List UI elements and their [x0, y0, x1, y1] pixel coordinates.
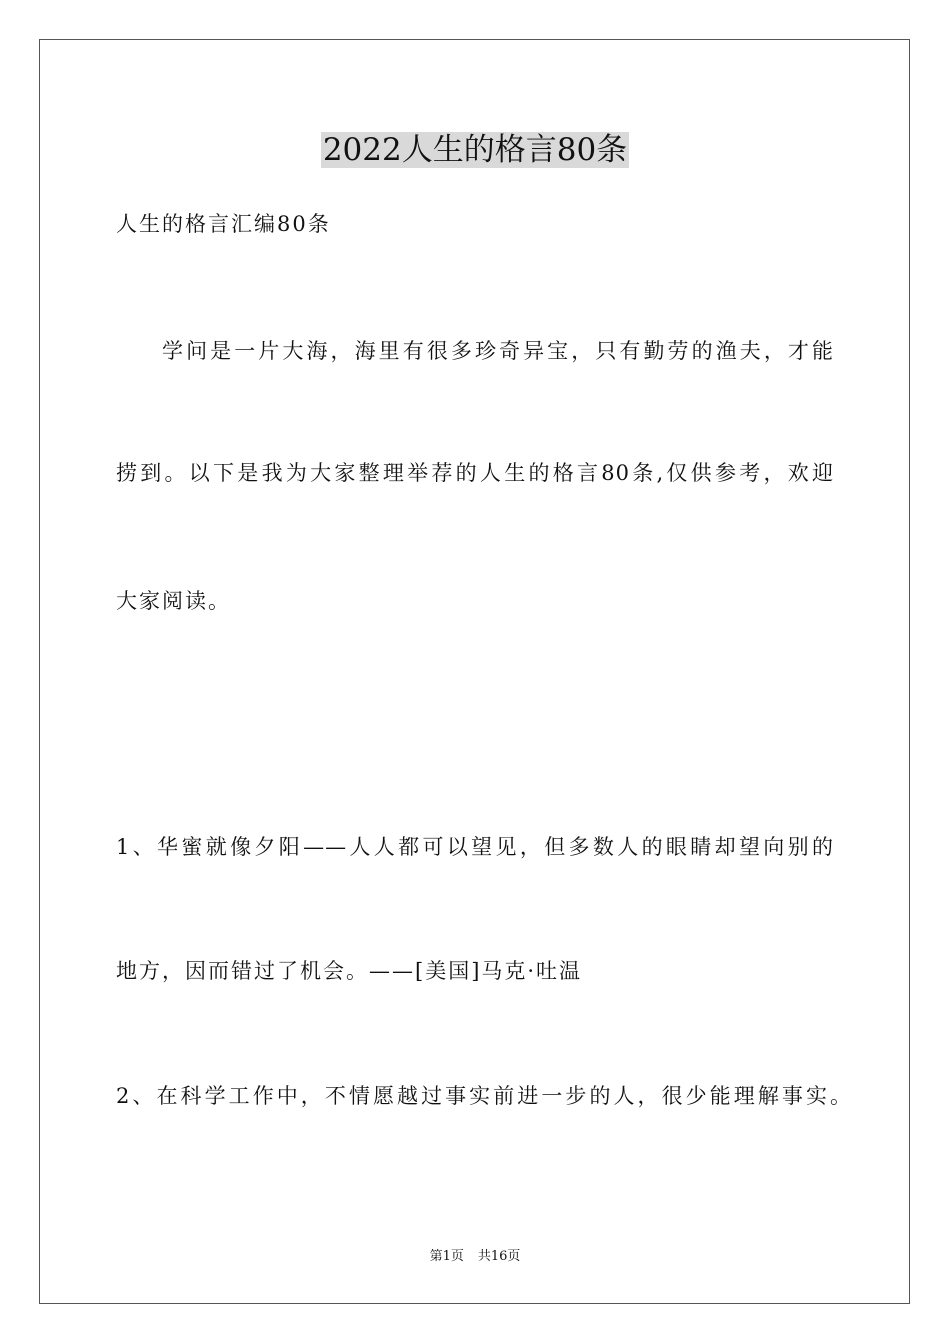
list-item: 1、华蜜就像夕阳——人人都可以望见，但多数人的眼睛却望向别的: [116, 835, 834, 859]
paragraph-line: 捞到。以下是我为大家整理举荐的人生的格言80条,仅供参考，欢迎: [116, 461, 834, 485]
page-total: 共16页: [477, 1249, 521, 1264]
page-footer: [0, 1247, 950, 1267]
list-item: 2、在科学工作中，不情愿越过事实前进一步的人，很少能理解事实。: [116, 1084, 852, 1108]
document-title: [0, 128, 950, 172]
paragraph-line: 大家阅读。: [116, 589, 231, 613]
list-item: 地方，因而错过了机会。——[美国]马克·吐温: [116, 959, 583, 983]
title-highlight: 2022人生的格言80条: [322, 132, 628, 168]
subtitle: 人生的格言汇编80条: [116, 212, 331, 236]
page-number: 第1页: [429, 1249, 464, 1264]
paragraph-line: 学问是一片大海，海里有很多珍奇异宝，只有勤劳的渔夫，才能: [162, 339, 834, 363]
